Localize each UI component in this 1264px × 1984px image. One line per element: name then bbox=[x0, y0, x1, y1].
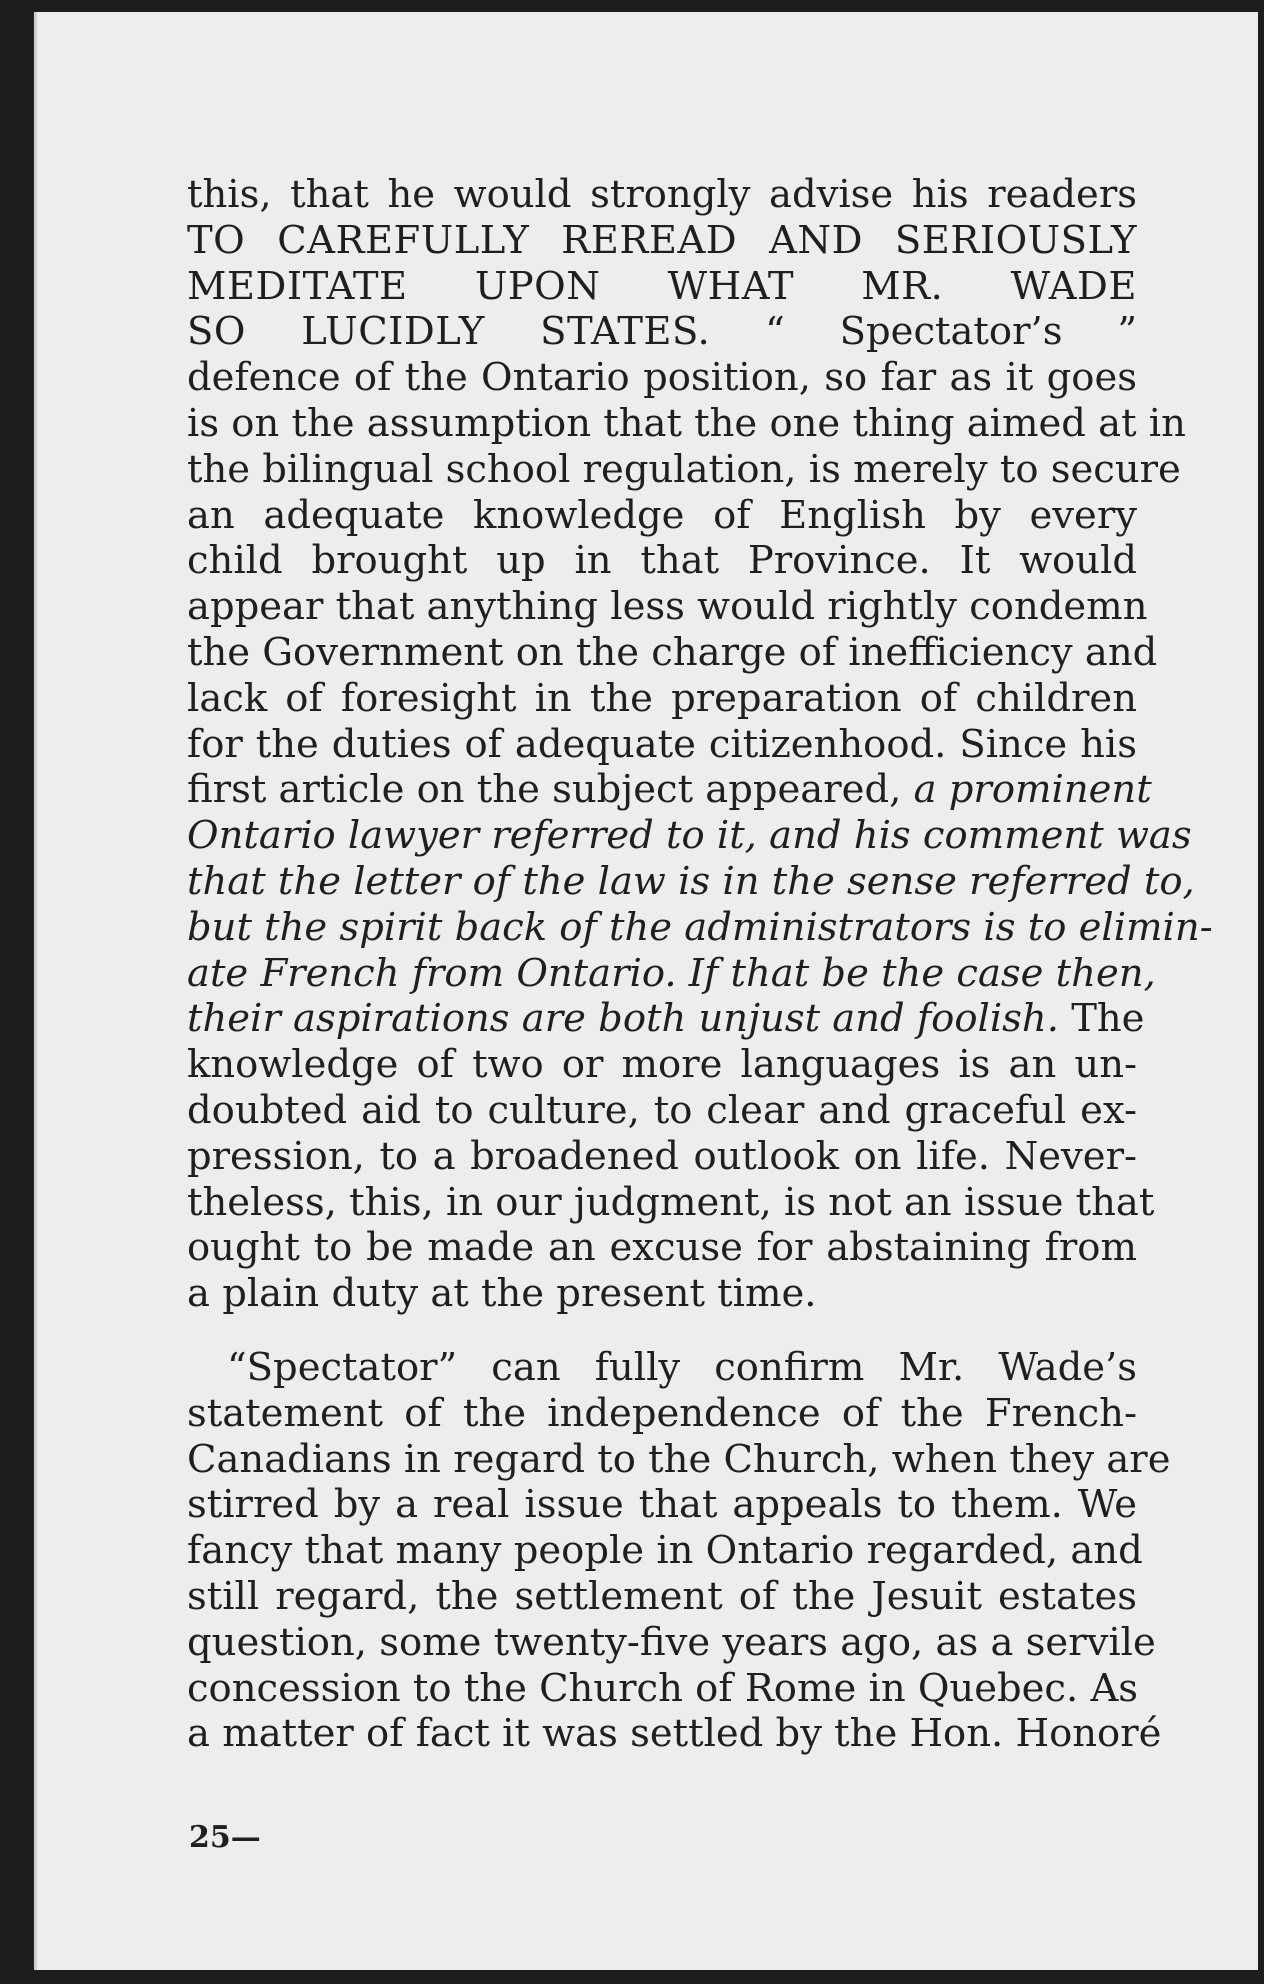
text-run: ought to be made an excuse for abstaining from bbox=[187, 1225, 1137, 1271]
text-line bbox=[187, 904, 1213, 951]
text-run: The bbox=[1058, 996, 1145, 1042]
text-run: doubted aid to culture, to clear and graceful ex- bbox=[187, 1087, 1137, 1133]
text-line bbox=[187, 1345, 1137, 1391]
book-page bbox=[34, 12, 1258, 1970]
text-run: stirred by a real issue that appeals to them. We bbox=[187, 1482, 1137, 1528]
capitals-text: TO CAREFULLY REREAD AND SERIOUSLY bbox=[187, 217, 1137, 263]
text-line bbox=[187, 264, 1137, 310]
text-line bbox=[187, 1225, 1137, 1271]
text-run: theless, this, in our judgment, is not an issue that bbox=[187, 1179, 1155, 1225]
text-run: a matter of fact it was settled by the Hon. Honoré bbox=[187, 1711, 1162, 1757]
text-line bbox=[187, 950, 1156, 997]
text-run: “ Spectator’s ” bbox=[710, 309, 1138, 355]
text-run: first article on the subject appeared, bbox=[187, 767, 914, 813]
capitals-text: SO LUCIDLY STATES. bbox=[187, 309, 711, 355]
text-line bbox=[187, 676, 1137, 722]
text-line bbox=[187, 355, 1137, 401]
text-line bbox=[187, 584, 1148, 630]
text-line bbox=[187, 1711, 1162, 1757]
text-line bbox=[187, 1271, 1137, 1317]
text-line bbox=[187, 1619, 1156, 1666]
text-run: is on the assumption that the one thing aimed at in bbox=[187, 400, 1186, 446]
text-run: the bilingual school regulation, is merely to secure bbox=[187, 446, 1181, 492]
text-line bbox=[187, 1666, 1137, 1712]
text-run: question, some twenty-five years ago, as a servile bbox=[187, 1619, 1156, 1665]
text-line bbox=[187, 996, 1145, 1042]
text-line bbox=[187, 1134, 1137, 1180]
text-run: an adequate knowledge of English by every bbox=[187, 492, 1137, 538]
text-line bbox=[187, 767, 1152, 813]
text-run: appear that anything less would rightly condemn bbox=[187, 584, 1148, 630]
italic-text: ate French from Ontario. If that be the case then, bbox=[187, 950, 1156, 996]
italic-text: but the spirit back of the administrators is to elimin- bbox=[187, 904, 1213, 950]
text-run: child brought up in that Province. It would bbox=[187, 538, 1137, 584]
text-run: still regard, the settlement of the Jesuit estates bbox=[187, 1573, 1137, 1619]
text-line bbox=[187, 722, 1137, 768]
text-run: knowledge of two or more languages is an un- bbox=[187, 1042, 1137, 1088]
text-line bbox=[187, 400, 1186, 447]
text-line bbox=[187, 813, 1192, 859]
text-line bbox=[187, 1528, 1143, 1574]
text-line bbox=[187, 1088, 1137, 1134]
text-line bbox=[187, 1436, 1171, 1483]
page-number: 25— bbox=[189, 1820, 261, 1855]
capitals-text: MEDITATE UPON WHAT MR. WADE bbox=[187, 263, 1137, 309]
text-line bbox=[187, 629, 1158, 676]
text-run: Canadians in regard to the Church, when they are bbox=[187, 1436, 1171, 1482]
text-run: pression, to a broadened outlook on life. Never- bbox=[187, 1133, 1137, 1179]
italic-text: their aspirations are both unjust and foolish. bbox=[187, 996, 1059, 1042]
italic-text: a prominent bbox=[913, 767, 1152, 813]
text-line bbox=[187, 218, 1137, 264]
text-run: fancy that many people in Ontario regarded, and bbox=[187, 1528, 1143, 1574]
text-run: a plain duty at the present time. bbox=[187, 1271, 817, 1317]
body-text bbox=[187, 172, 1213, 1757]
paragraph-gap bbox=[187, 1317, 1137, 1345]
text-run: concession to the Church of Rome in Quebec. As bbox=[187, 1665, 1139, 1711]
text-line bbox=[187, 1179, 1155, 1226]
text-run: statement of the independence of the French- bbox=[187, 1390, 1137, 1436]
text-run: the Government on the charge of inefficiency and bbox=[187, 629, 1158, 675]
text-run: this, that he would strongly advise his readers bbox=[187, 172, 1137, 217]
text-line bbox=[187, 1391, 1137, 1437]
text-line bbox=[187, 1482, 1137, 1528]
text-line bbox=[187, 1574, 1137, 1620]
italic-text: that the letter of the law is in the sense referred to, bbox=[187, 858, 1195, 904]
text-line bbox=[187, 309, 1137, 355]
text-line bbox=[187, 446, 1181, 493]
text-run: lack of foresight in the preparation of children bbox=[187, 675, 1137, 721]
text-run: “Spectator” can fully confirm Mr. Wade’s bbox=[227, 1344, 1137, 1390]
text-run: defence of the Ontario position, so far as it goes bbox=[187, 355, 1137, 401]
text-line bbox=[187, 1042, 1137, 1088]
text-line bbox=[187, 858, 1195, 905]
italic-text: Ontario lawyer referred to it, and his comment was bbox=[187, 813, 1192, 859]
text-line bbox=[187, 172, 1137, 218]
text-line bbox=[187, 538, 1137, 584]
text-run: for the duties of adequate citizenhood. Since his bbox=[187, 721, 1137, 767]
text-line bbox=[187, 493, 1137, 539]
